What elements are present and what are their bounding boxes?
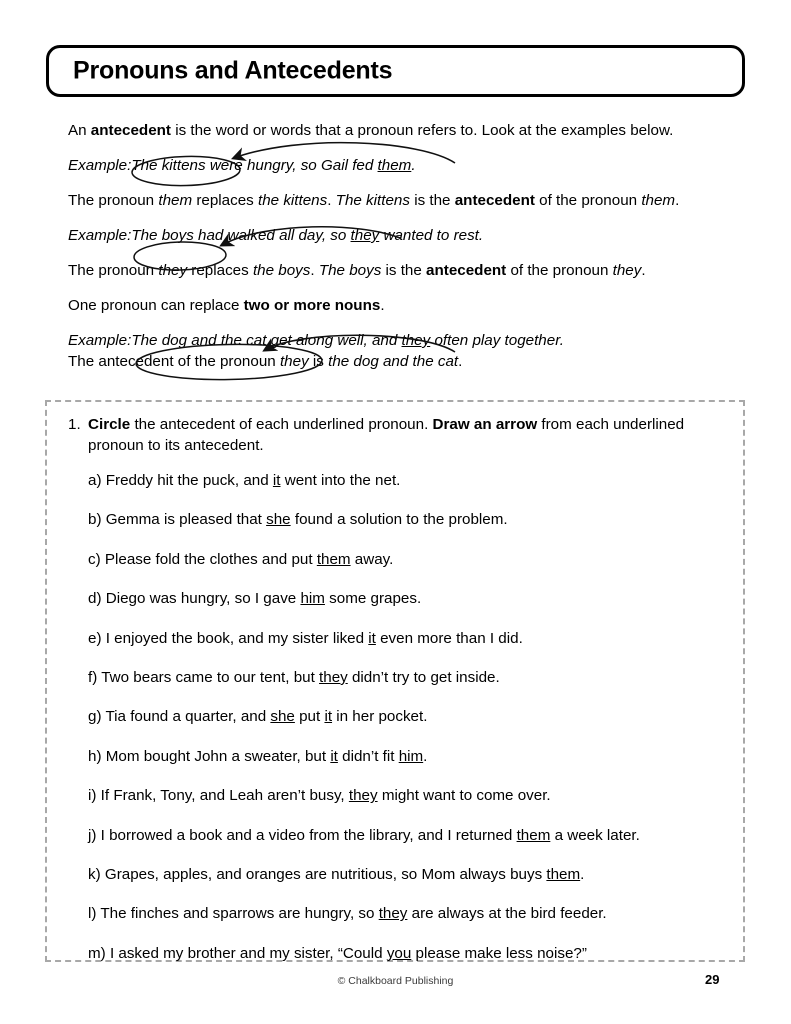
item-pronoun: it xyxy=(272,472,281,489)
item-before: Freddy hit the puck, and xyxy=(101,472,273,489)
item-before: If Frank, Tony, and Leah aren’t busy, xyxy=(96,787,349,805)
teaching-section xyxy=(68,120,748,372)
exp2-b: replaces xyxy=(187,262,253,279)
rule-suffix: . xyxy=(380,297,385,314)
example-3-explanation xyxy=(68,351,748,372)
item-letter: b) xyxy=(88,511,102,529)
exp2-f: . xyxy=(641,262,646,279)
item-pronoun: she xyxy=(266,511,291,529)
item-letter: i) xyxy=(88,787,97,805)
exp2-a: The pronoun xyxy=(68,262,159,279)
item-after: a week later. xyxy=(550,826,640,844)
item-after: went into the net. xyxy=(280,472,401,489)
item-letter: j) xyxy=(88,826,97,844)
item-letter: c) xyxy=(88,550,101,568)
exp1-c: . xyxy=(327,192,336,209)
exp3-mid: is xyxy=(308,353,329,370)
example-1-rest: were hungry, so Gail fed xyxy=(205,157,378,174)
item-pronoun: them xyxy=(316,550,351,568)
footer-page-number: 29 xyxy=(705,972,720,987)
example-3-label: Example: xyxy=(68,332,132,349)
item-before: Please fold the clothes and put xyxy=(100,550,317,568)
item-after: didn’t try to get inside. xyxy=(347,668,500,686)
item-after: even more than I did. xyxy=(375,629,523,647)
item-letter: f) xyxy=(88,668,98,686)
example-3-rest: get along well, and xyxy=(266,332,402,349)
page-title: Pronouns and Antecedents xyxy=(73,56,393,85)
item-letter: m) xyxy=(88,944,106,962)
item-after: didn’t fit xyxy=(337,747,399,765)
exercise-instruction xyxy=(68,414,728,456)
exercise-number: 1. xyxy=(68,416,81,433)
example-1-pronoun: them xyxy=(377,157,412,174)
exp1-a: The pronoun xyxy=(68,192,159,209)
item-after: put xyxy=(294,708,325,726)
rule-bold-term: two or more nouns xyxy=(243,297,381,314)
example-2-circled-phrase: The boys xyxy=(131,227,194,244)
item-pronoun: you xyxy=(386,944,412,962)
example-2-sentence xyxy=(68,225,748,246)
exp2-bold-term: antecedent xyxy=(426,262,507,279)
item-letter: k) xyxy=(88,865,101,883)
list-item xyxy=(88,589,733,628)
item-before: Grapes, apples, and oranges are nutritious, so Mom always buys xyxy=(100,865,547,883)
rule-line xyxy=(68,295,748,316)
item-pronoun: them xyxy=(516,826,551,844)
exp2-d: is the xyxy=(381,262,427,279)
example-3-tail: often play together. xyxy=(430,332,564,349)
item-pronoun: they xyxy=(348,787,378,805)
item-after: please make less noise?” xyxy=(411,944,587,962)
item-after: are always at the bird feeder. xyxy=(407,905,607,923)
instruction-bold-circle: Circle xyxy=(88,416,131,433)
exercise-items-list xyxy=(88,471,733,983)
item-pronoun: them xyxy=(546,865,581,883)
item-pronoun: she xyxy=(270,708,295,726)
exp1-b: replaces xyxy=(192,192,258,209)
instruction-mid-1: the antecedent of each underlined pronoun. xyxy=(130,416,433,433)
item-pronoun: they xyxy=(319,668,348,686)
intro-suffix: is the word or words that a pronoun refers to. Look at the examples below. xyxy=(170,122,674,139)
example-2-rest: had walked all day, so xyxy=(193,227,351,244)
item-letter: e) xyxy=(88,629,102,647)
exp1-pronoun-2: them xyxy=(641,192,676,209)
item-pronoun-2: him xyxy=(398,747,424,765)
list-item xyxy=(88,668,733,707)
example-1-tail: . xyxy=(411,157,416,174)
intro-line xyxy=(68,120,748,141)
exp1-antecedent-1: the kittens xyxy=(257,192,328,209)
exercise-instruction-text xyxy=(88,414,728,456)
example-3-sentence xyxy=(68,330,748,351)
page-title-box xyxy=(46,45,745,97)
list-item xyxy=(88,471,733,510)
example-1-sentence xyxy=(68,155,748,176)
item-before: I enjoyed the book, and my sister liked xyxy=(101,629,369,647)
instruction-bold-arrow: Draw an arrow xyxy=(432,416,538,433)
item-letter: l) xyxy=(88,905,97,923)
exp2-pronoun-2: they xyxy=(612,262,642,279)
list-item xyxy=(88,510,733,549)
list-item xyxy=(88,550,733,589)
list-item xyxy=(88,629,733,668)
item-after-2: . xyxy=(423,747,428,765)
rule-prefix: One pronoun can replace xyxy=(68,297,244,314)
item-before: Gemma is pleased that xyxy=(101,511,267,529)
example-3-circled-phrase: The dog and the cat xyxy=(131,332,267,349)
example-1-circled-phrase: The kittens xyxy=(131,157,206,174)
example-3-pronoun: they xyxy=(401,332,431,349)
list-item xyxy=(88,786,733,825)
exp2-e: of the pronoun xyxy=(506,262,613,279)
example-2-explanation xyxy=(68,260,748,281)
exp3-suffix: . xyxy=(458,353,463,370)
exp2-c: . xyxy=(310,262,319,279)
item-before: Tia found a quarter, and xyxy=(101,708,271,726)
exp1-e: of the pronoun xyxy=(534,192,642,209)
item-pronoun: him xyxy=(300,590,325,608)
exp1-d: is the xyxy=(409,192,455,209)
list-item xyxy=(88,904,733,943)
exp3-antecedent: the dog and the cat xyxy=(328,353,459,370)
item-after-2: in her pocket. xyxy=(332,708,428,726)
item-letter: h) xyxy=(88,747,102,765)
item-pronoun: it xyxy=(368,629,376,647)
exp1-bold-term: antecedent xyxy=(454,192,535,209)
list-item xyxy=(88,826,733,865)
footer-copyright: © Chalkboard Publishing xyxy=(337,975,454,987)
item-after: away. xyxy=(350,550,394,568)
example-1-label: Example: xyxy=(68,157,132,174)
exp2-antecedent-1: the boys xyxy=(252,262,311,279)
item-after: might want to come over. xyxy=(377,787,551,805)
exp2-antecedent-2: The boys xyxy=(318,262,382,279)
item-before: Two bears came to our tent, but xyxy=(97,668,320,686)
item-before: I asked my brother and my sister, “Could xyxy=(105,944,387,962)
example-2-pronoun: they xyxy=(350,227,380,244)
list-item xyxy=(88,747,733,786)
item-after: found a solution to the problem. xyxy=(290,511,508,529)
item-before: Diego was hungry, so I gave xyxy=(101,590,301,608)
intro-bold-term: antecedent xyxy=(90,122,171,139)
item-after: some grapes. xyxy=(324,590,422,608)
item-pronoun-2: it xyxy=(324,708,333,726)
item-pronoun: they xyxy=(378,905,408,923)
example-2-label: Example: xyxy=(68,227,132,244)
item-after: . xyxy=(580,865,585,883)
exp3-prefix: The antecedent of the pronoun xyxy=(68,353,280,370)
item-letter: a) xyxy=(88,472,102,489)
example-2-tail: wanted to rest. xyxy=(379,227,484,244)
item-before: The finches and sparrows are hungry, so xyxy=(96,905,379,923)
list-item xyxy=(88,707,733,746)
exp3-pronoun: they xyxy=(279,353,309,370)
exp1-f: . xyxy=(675,192,680,209)
item-pronoun: it xyxy=(330,747,338,765)
item-before: Mom bought John a sweater, but xyxy=(101,747,331,765)
intro-prefix: An xyxy=(68,122,91,139)
exp2-pronoun-1: they xyxy=(158,262,188,279)
item-letter: d) xyxy=(88,590,102,608)
exp1-pronoun-1: them xyxy=(158,192,193,209)
item-letter: g) xyxy=(88,708,102,726)
instruction-mid-2: from each underlined pronoun to its antecedent. xyxy=(88,416,685,454)
list-item xyxy=(88,865,733,904)
example-1-explanation xyxy=(68,190,748,211)
exp1-antecedent-2: The kittens xyxy=(335,192,410,209)
item-before: I borrowed a book and a video from the library, and I returned xyxy=(96,826,517,844)
